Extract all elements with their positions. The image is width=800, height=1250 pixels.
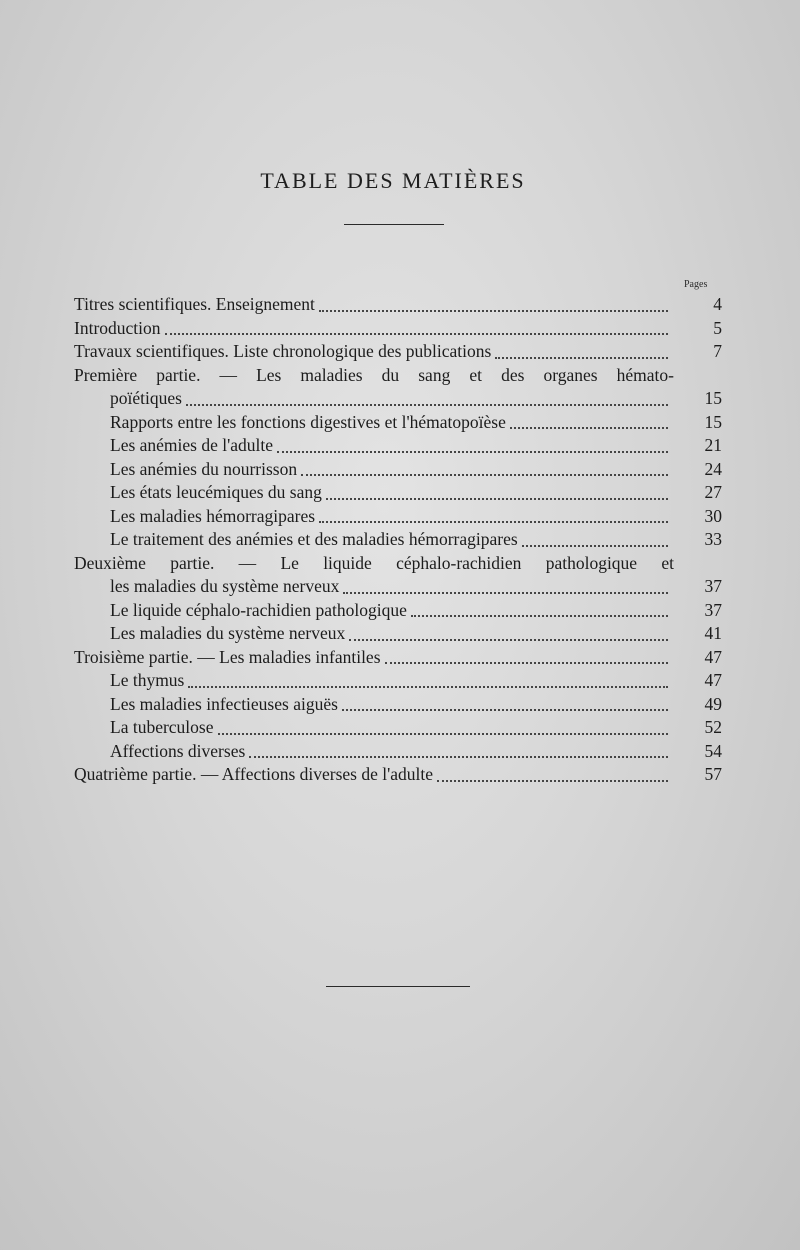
toc-entry-title: Troisième partie. — Les maladies infantiles: [74, 646, 381, 667]
dot-leader: [411, 615, 668, 617]
toc-page-number: 4: [713, 294, 722, 314]
toc-entry-title: Les anémies de l'adulte: [110, 435, 274, 455]
dot-leader: [319, 310, 668, 312]
table-of-contents: [74, 293, 722, 787]
toc-entry-title: Quatrième partie. — Affections diverses de l'adulte: [74, 764, 434, 784]
toc-entry[interactable]: [74, 505, 722, 529]
toc-page-number: 57: [704, 764, 722, 784]
toc-entry-title: Le thymus: [110, 670, 185, 690]
title-rule: [344, 224, 444, 225]
toc-page-number: 33: [704, 529, 722, 549]
dot-leader: [326, 498, 668, 500]
toc-entry-title: poïétiques: [110, 388, 182, 408]
toc-page-number: 27: [704, 482, 722, 502]
toc-entry[interactable]: [74, 481, 722, 505]
toc-page-number: 15: [704, 388, 722, 408]
toc-entry-title: Affections diverses: [110, 740, 246, 761]
toc-page-number: 37: [704, 599, 722, 620]
toc-heading-line: Deuxième partie. — Le liquide céphalo-rachidien pathologique et: [74, 552, 674, 573]
toc-page-number: 21: [704, 435, 722, 455]
toc-entry-title: Les anémies du nourrisson: [110, 458, 298, 479]
toc-page-number: 52: [704, 717, 722, 737]
toc-entry[interactable]: [74, 740, 722, 764]
dot-leader: [437, 780, 668, 782]
toc-page-number: 37: [704, 576, 722, 596]
dot-leader: [342, 709, 668, 711]
toc-entry-title: Les maladies du système nerveux: [110, 623, 346, 643]
toc-entry-title: Les maladies infectieuses aiguës: [110, 693, 338, 714]
toc-entry[interactable]: [74, 716, 722, 740]
toc-entry-title: Travaux scientifiques. Liste chronologique des publications: [74, 341, 492, 361]
toc-page-number: 54: [704, 740, 722, 761]
toc-page-number: 41: [704, 623, 722, 643]
dot-leader: [249, 756, 668, 758]
dot-leader: [165, 333, 668, 335]
toc-entry[interactable]: [74, 434, 722, 458]
toc-page-number: 5: [713, 317, 722, 338]
toc-entry-title: Les maladies hémorragipares: [110, 505, 316, 526]
toc-entry[interactable]: [74, 458, 722, 482]
toc-entry[interactable]: [74, 669, 722, 693]
toc-page-number: 49: [704, 693, 722, 714]
toc-entry-title: Rapports entre les fonctions digestives et l'hématopoïèse: [110, 411, 506, 432]
toc-page-number: 47: [704, 646, 722, 667]
toc-entry[interactable]: [74, 340, 722, 364]
dot-leader: [301, 474, 668, 476]
toc-entry-title: La tuberculose: [110, 717, 214, 737]
toc-page-number: 30: [704, 505, 722, 526]
dot-leader: [186, 404, 668, 406]
end-rule: [326, 986, 470, 987]
toc-entry-title: Le liquide céphalo-rachidien pathologique: [110, 599, 407, 620]
toc-entry-title: Le traitement des anémies et des maladies hémorragipares: [110, 529, 518, 549]
toc-entry[interactable]: [74, 293, 722, 317]
toc-page-number: 7: [713, 341, 722, 361]
toc-entry[interactable]: [74, 575, 722, 599]
toc-entry[interactable]: [74, 599, 722, 623]
dot-leader: [218, 733, 669, 735]
toc-entry[interactable]: [74, 693, 722, 717]
toc-entry[interactable]: [74, 763, 722, 787]
dot-leader: [188, 686, 668, 688]
toc-page-number: 24: [704, 458, 722, 479]
dot-leader: [343, 592, 668, 594]
toc-entry-title: Les états leucémiques du sang: [110, 482, 322, 502]
page-title: TABLE DES MATIÈRES: [260, 168, 526, 193]
pages-column-header: Pages: [684, 279, 708, 290]
toc-entry[interactable]: [74, 317, 722, 341]
toc-page-number: 47: [704, 670, 722, 690]
dot-leader: [277, 451, 668, 453]
toc-entry[interactable]: [74, 387, 722, 411]
toc-entry[interactable]: [74, 528, 722, 552]
dot-leader: [510, 427, 668, 429]
dot-leader: [385, 662, 668, 664]
toc-entry[interactable]: [74, 646, 722, 670]
toc-page-number: 15: [704, 411, 722, 432]
dot-leader: [522, 545, 668, 547]
toc-entry-title: Titres scientifiques. Enseignement: [74, 294, 315, 314]
dot-leader: [349, 639, 668, 641]
dot-leader: [495, 357, 668, 359]
dot-leader: [319, 521, 668, 523]
toc-entry[interactable]: [74, 411, 722, 435]
toc-heading-line: Première partie. — Les maladies du sang et des organes hémato-: [74, 364, 674, 385]
toc-entry-title: les maladies du système nerveux: [110, 576, 340, 596]
toc-entry[interactable]: [74, 622, 722, 646]
toc-entry-title: Introduction: [74, 317, 161, 338]
